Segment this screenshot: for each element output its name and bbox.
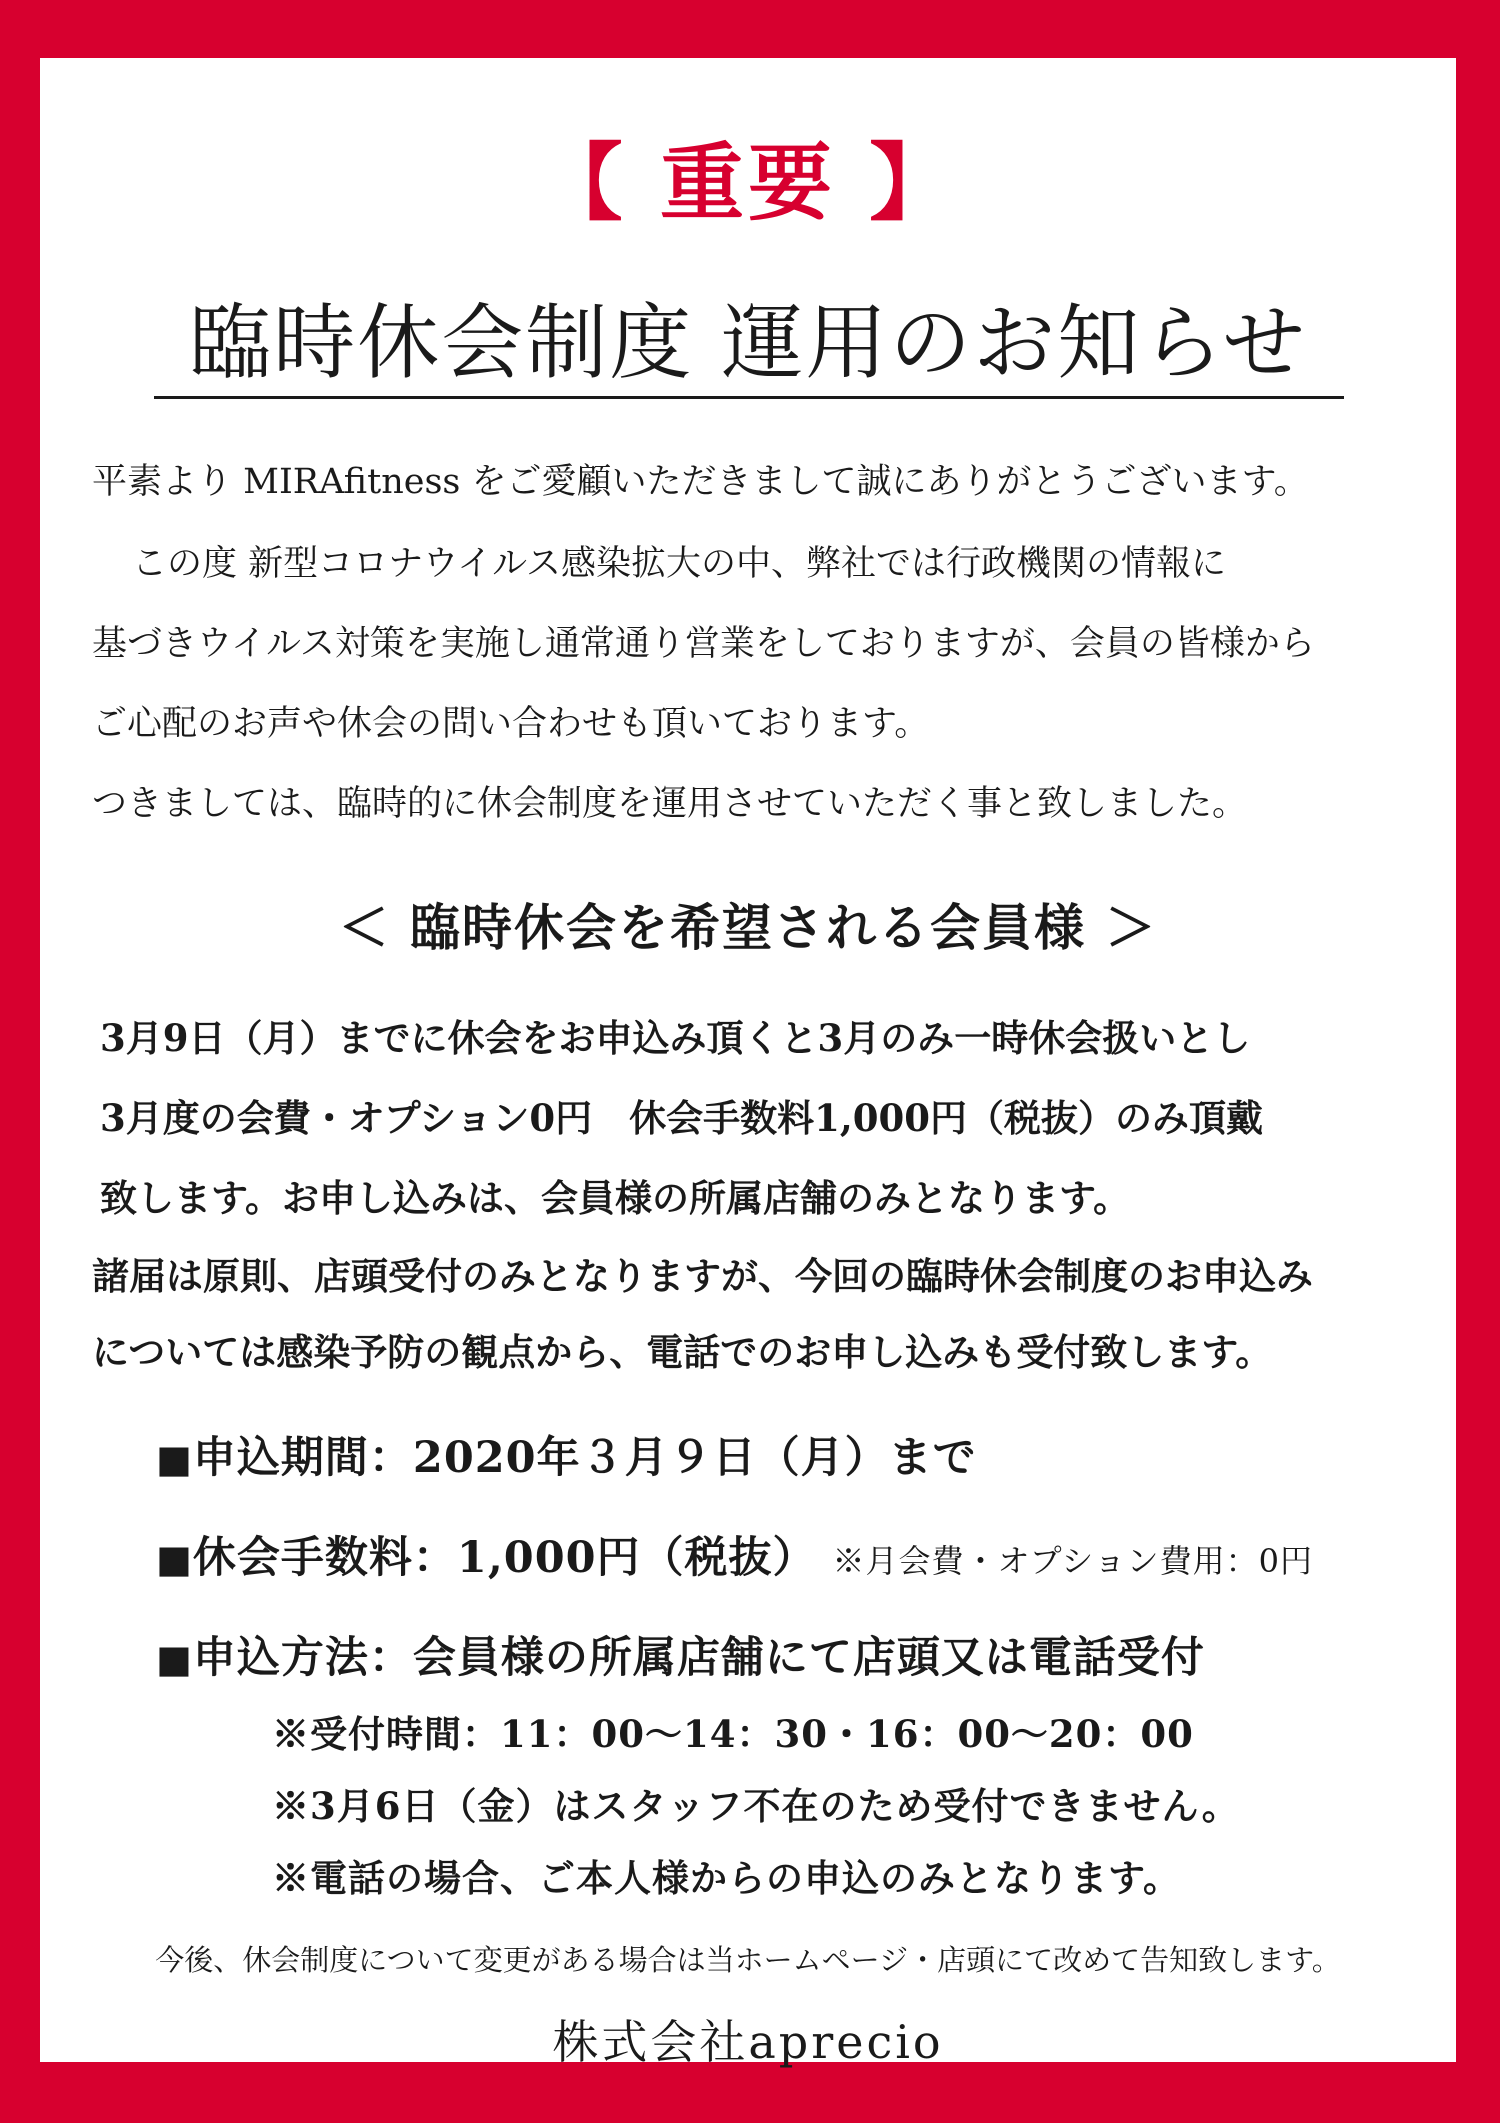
section-heading: ＜ 臨時休会を希望される会員様 ＞	[338, 898, 1158, 957]
detail-line: 諸届は原則、店頭受付のみとなりますが、今回の臨時休会制度のお申込み	[92, 1254, 1313, 1298]
notice-sheet	[40, 58, 1456, 2069]
bullet-suspension-fee	[156, 1524, 1313, 1585]
phone-application-note: ※電話の場合、ご本人様からの申込のみとなります。	[272, 1856, 1182, 1900]
page-title: 臨時休会制度 運用のお知らせ	[189, 296, 1307, 391]
company-name: 株式会社aprecio	[552, 2015, 944, 2069]
square-bullet-icon: ■	[156, 1536, 193, 1581]
detail-line: 3月度の会費・オプション0円 休会手数料1,000円（税抜）のみ頂戴	[100, 1096, 1264, 1140]
intro-line: つきましては、臨時的に休会制度を運用させていただく事と致しました。	[92, 784, 1248, 824]
intro-line: 平素より MIRAfitness をご愛顧いただきまして誠にありがとうございます。	[92, 462, 1309, 502]
square-bullet-icon: ■	[156, 1436, 193, 1481]
bullet-application-period	[156, 1424, 977, 1485]
footer-note: 今後、休会制度について変更がある場合は当ホームページ・店頭にて改めて告知致します。	[155, 1943, 1341, 1977]
suspension-fee-note: ※月会費・オプション費用：0円	[832, 1542, 1314, 1580]
intro-line: ご心配のお声や休会の問い合わせも頂いております。	[92, 704, 930, 744]
bullet-application-method	[156, 1624, 1205, 1685]
application-period-text: 申込期間：2020年３月９日（月）まで	[192, 1433, 977, 1483]
important-label: 【 重要 】	[538, 133, 958, 232]
detail-line: 致します。お申し込みは、会員様の所属店舗のみとなります。	[100, 1176, 1131, 1220]
detail-line: 3月9日（月）までに休会をお申込み頂くと3月のみ一時休会扱いとし	[100, 1016, 1251, 1060]
square-bullet-icon: ■	[156, 1636, 193, 1681]
reception-hours-note: ※受付時間：11：00〜14：30・16：00〜20：00	[272, 1712, 1194, 1756]
detail-line: については感染予防の観点から、電話でのお申し込みも受付致します。	[92, 1330, 1273, 1374]
intro-line: この度 新型コロナウイルス感染拡大の中、弊社では行政機関の情報に	[132, 544, 1227, 584]
intro-line: 基づきウイルス対策を実施し通常通り営業をしておりますが、会員の皆様から	[92, 624, 1315, 664]
title-underline	[154, 396, 1344, 399]
suspension-fee-text: 休会手数料：1,000円（税抜）	[192, 1533, 817, 1583]
application-method-text: 申込方法：会員様の所属店舗にて店頭又は電話受付	[192, 1633, 1205, 1683]
staff-absence-note: ※3月6日（金）はスタッフ不在のため受付できません。	[272, 1784, 1240, 1828]
